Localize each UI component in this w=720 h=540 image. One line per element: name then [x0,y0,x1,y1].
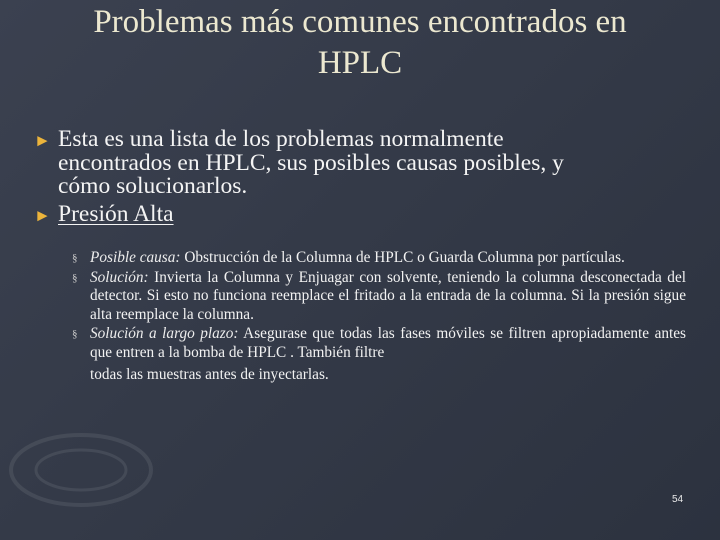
bullet-presion-alta-label: Presión Alta [58,200,174,227]
section-bullet-icon: § [72,328,78,340]
bullet-presion-alta [34,200,694,227]
main-bullets [34,128,694,230]
sub-bullet-label: Solución: [90,268,149,286]
bullet-intro [34,128,694,199]
title-line-1: Problemas más comunes encontrados en [93,4,627,40]
section-bullet-icon: § [72,271,78,284]
sub-bullet-solucion [72,269,686,325]
sub-bullets [72,249,686,386]
slide-title [20,2,700,84]
sub-bullet-posible-causa [72,249,686,268]
arrow-bullet-icon: ► [34,131,51,150]
watermark-graphic [6,430,156,510]
section-bullet-icon: § [72,252,78,264]
arrow-bullet-icon: ► [34,205,51,225]
sub-bullet-label: Posible causa: [90,249,181,266]
bullet-intro-line-3: cómo solucionarlos. [58,173,248,199]
bullet-intro-line-1: Esta es una lista de los problemas normalmente [58,126,504,152]
sub-bullet-label: Solución a largo plazo: [90,325,239,342]
sub-bullet-text: Invierta la Columna y Enjuagar con solvente, teniendo la columna desconectada del detector. Si esto no funciona reemplace el fritado a la entrada de la columna. Si la presión sigue alta reemplace la columna. [90,268,686,323]
title-line-2: HPLC [317,45,403,81]
sub-bullet-tail: todas las muestras antes de inyectarlas. [90,366,329,383]
sub-bullet-solucion-largo-plazo [72,325,686,385]
sub-bullet-text: Asegurase que todas las fases móviles se filtren apropiadamente antes que entren a la bomba de HPLC . También filtre [90,325,686,361]
sub-bullet-text: Obstrucción de la Columna de HPLC o Guarda Columna por partículas. [180,249,625,266]
bullet-intro-line-2: encontrados en HPLC, sus posibles causas posibles, y [58,149,564,176]
page-number: 54 [672,494,684,505]
